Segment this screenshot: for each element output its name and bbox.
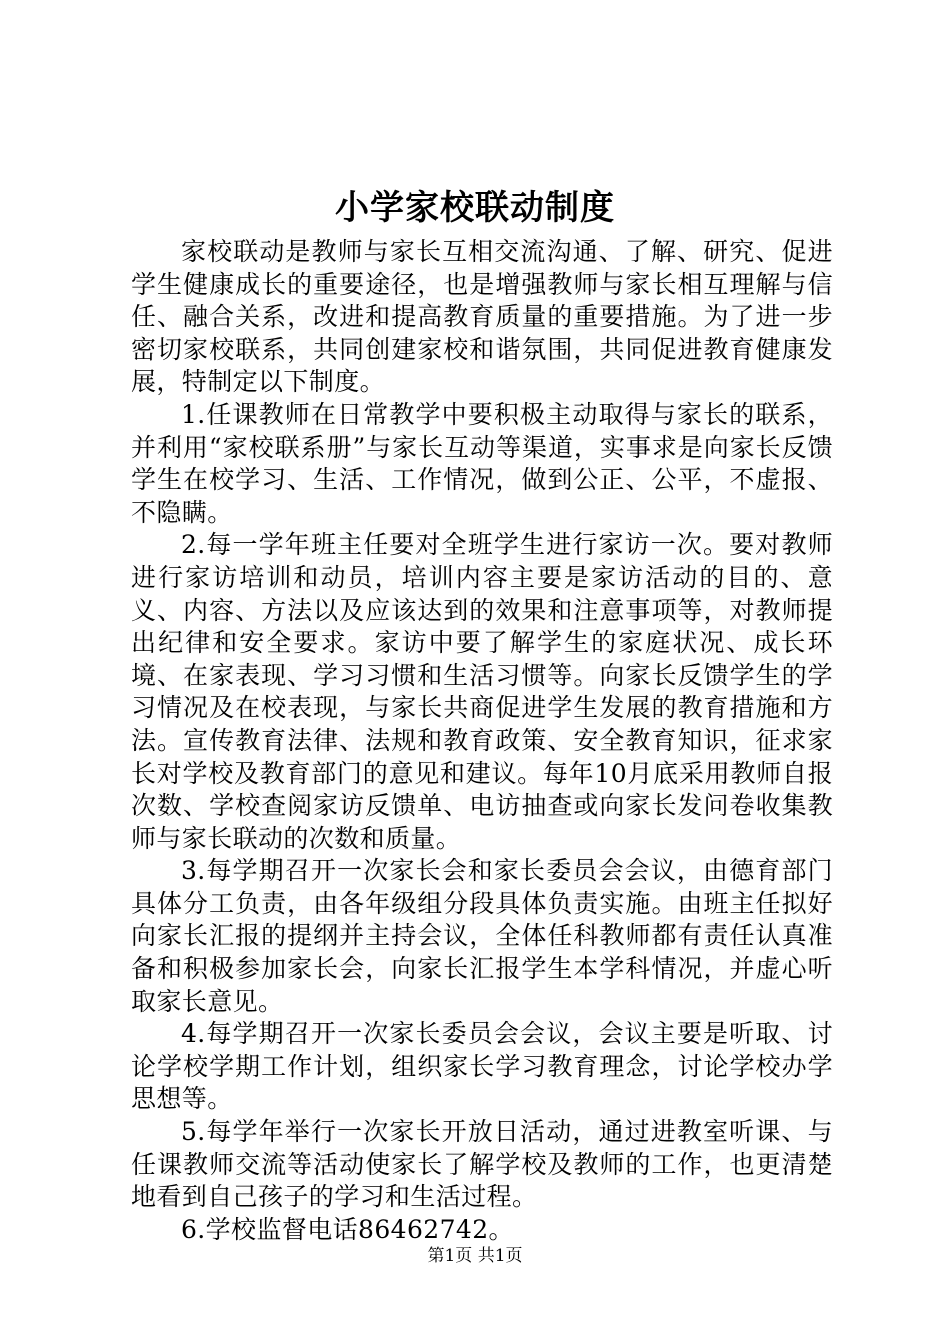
page-footer: 第1页 共1页 [427,1246,523,1266]
intro-paragraph: 家校联动是教师与家长互相交流沟通、了解、研究、促进学生健康成长的重要途径，也是增强教师与家长相互理解与信任、融合关系，改进和提高教育质量的重要措施。为了进一步密切家校联系，共同创建家校和谐氛围，共同促进教育健康发展，特制定以下制度。 [131,237,833,397]
rule-item-3: 3.每学期召开一次家长会和家长委员会会议，由德育部门具体分工负责，由各年级组分段具体负责实施。由班主任拟好向家长汇报的提纲并主持会议，全体任科教师都有责任认真准备和积极参加家长会，向家长汇报学生本学科情况，并虚心听取家长意见。 [131,856,833,1016]
document-title: 小学家校联动制度 [335,188,615,228]
rule-item-6: 6.学校监督电话86462742。 [181,1214,514,1244]
rule-item-2: 2.每一学年班主任要对全班学生进行家访一次。要对教师进行家访培训和动员，培训内容主要是家访活动的目的、意义、内容、方法以及应该达到的效果和注意事项等，对教师提出纪律和安全要求。家访中要了解学生的家庭状况、成长环境、在家表现、学习习惯和生活习惯等。向家长反馈学生的学习情况及在校表现，与家长共商促进学生发展的教育措施和方法。宣传教育法律、法规和教育政策、安全教育知识，征求家长对学校及教育部门的意见和建议。每年10月底采用教师自报次数、学校查阅家访反馈单、电访抽查或向家长发问卷收集教师与家长联动的次数和质量。 [131,530,833,853]
rule-item-1: 1.任课教师在日常教学中要积极主动取得与家长的联系，并利用“家校联系册”与家长互动等渠道，实事求是向家长反馈学生在校学习、生活、工作情况，做到公正、公平，不虚报、不隐瞒。 [131,399,833,527]
rule-item-5: 5.每学年举行一次家长开放日活动，通过进教室听课、与任课教师交流等活动使家长了解学校及教师的工作，也更清楚地看到自己孩子的学习和生活过程。 [131,1117,833,1212]
rule-item-4: 4.每学期召开一次家长委员会会议，会议主要是听取、讨论学校学期工作计划，组织家长学习教育理念，讨论学校办学思想等。 [131,1019,833,1114]
document-body [131,236,833,1246]
